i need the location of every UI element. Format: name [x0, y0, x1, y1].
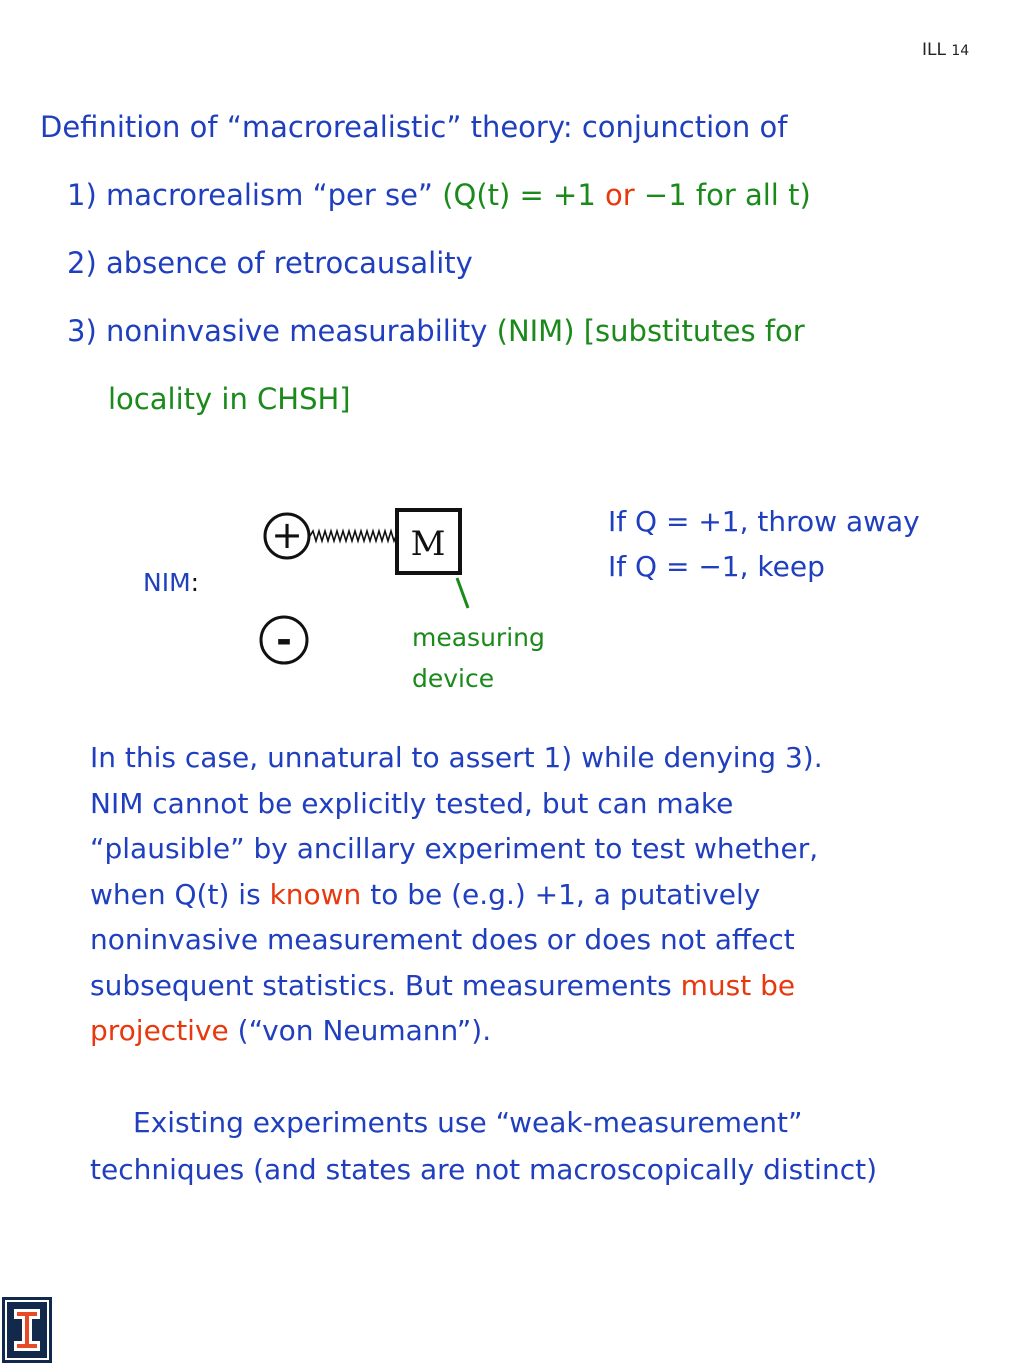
- item1-condition-start: (Q(t) = +1: [442, 178, 606, 212]
- line4-end: to be (e.g.) +1, a putatively: [361, 877, 761, 911]
- line4-start: when Q(t) is: [90, 877, 270, 911]
- device-letter: M: [410, 524, 446, 564]
- slide-number: [922, 40, 969, 60]
- known-emphasis: known: [269, 877, 362, 911]
- item3-continuation: locality in CHSH]: [108, 382, 351, 416]
- existing-line2: techniques (and states are not macroscopically distinct): [90, 1153, 878, 1186]
- nim-diagram-label: [143, 568, 199, 597]
- minus-state: [255, 614, 315, 670]
- item1-or: or: [605, 178, 635, 212]
- university-logo: [2, 1297, 52, 1363]
- item1-condition-end: −1 for all t): [634, 178, 811, 212]
- device-pointer-line: [457, 578, 468, 608]
- paragraph-line: noninvasive measurement does or does not affect: [90, 923, 795, 956]
- slide-number-prefix: ILL: [922, 40, 946, 60]
- rule-keep: If Q = −1, keep: [608, 550, 825, 583]
- paragraph-line: In this case, unnatural to assert 1) while denying 3).: [90, 741, 823, 774]
- minus-symbol: -: [276, 618, 292, 662]
- projective-emphasis: projective: [90, 1014, 229, 1047]
- plus-symbol: +: [271, 513, 303, 557]
- nim-label-text: NIM: [143, 568, 191, 597]
- nim-label-colon: :: [190, 568, 200, 597]
- paragraph-line: [90, 1008, 950, 1054]
- item3-label: 3) noninvasive measurability: [67, 314, 497, 348]
- slide-number-value: 14: [951, 43, 970, 59]
- definition-heading: Definition of “macrorealistic” theory: conjunction of: [40, 110, 788, 144]
- list-item-retrocausality: 2) absence of retrocausality: [67, 246, 473, 280]
- nim-discussion-paragraph: [90, 735, 950, 1054]
- paragraph-line: [90, 872, 950, 918]
- interaction-squiggle: [310, 531, 396, 541]
- measuring-line1: measuring: [412, 623, 545, 652]
- item3-green-text: (NIM) [substitutes for: [496, 314, 805, 348]
- list-item-macrorealism: [67, 178, 811, 212]
- existing-line1: Existing experiments use “weak-measurement”: [133, 1106, 803, 1139]
- paragraph-line: [90, 963, 950, 1009]
- line6-start: subsequent statistics. But measurements: [90, 968, 681, 1002]
- item1-label: 1) macrorealism “per se”: [67, 178, 443, 212]
- existing-experiments-paragraph: [90, 1099, 980, 1193]
- must-be-emphasis: must be: [680, 968, 796, 1002]
- measuring-line2: device: [412, 664, 495, 693]
- paragraph-line: “plausible” by ancillary experiment to test whether,: [90, 832, 819, 865]
- paragraph-line: NIM cannot be explicitly tested, but can make: [90, 786, 734, 820]
- list-item-nim: [67, 314, 805, 348]
- measuring-device-label: [412, 617, 592, 699]
- rule-throw-away: If Q = +1, throw away: [608, 505, 920, 538]
- line7-end: (“von Neumann”).: [228, 1014, 492, 1047]
- nim-diagram: [255, 500, 475, 620]
